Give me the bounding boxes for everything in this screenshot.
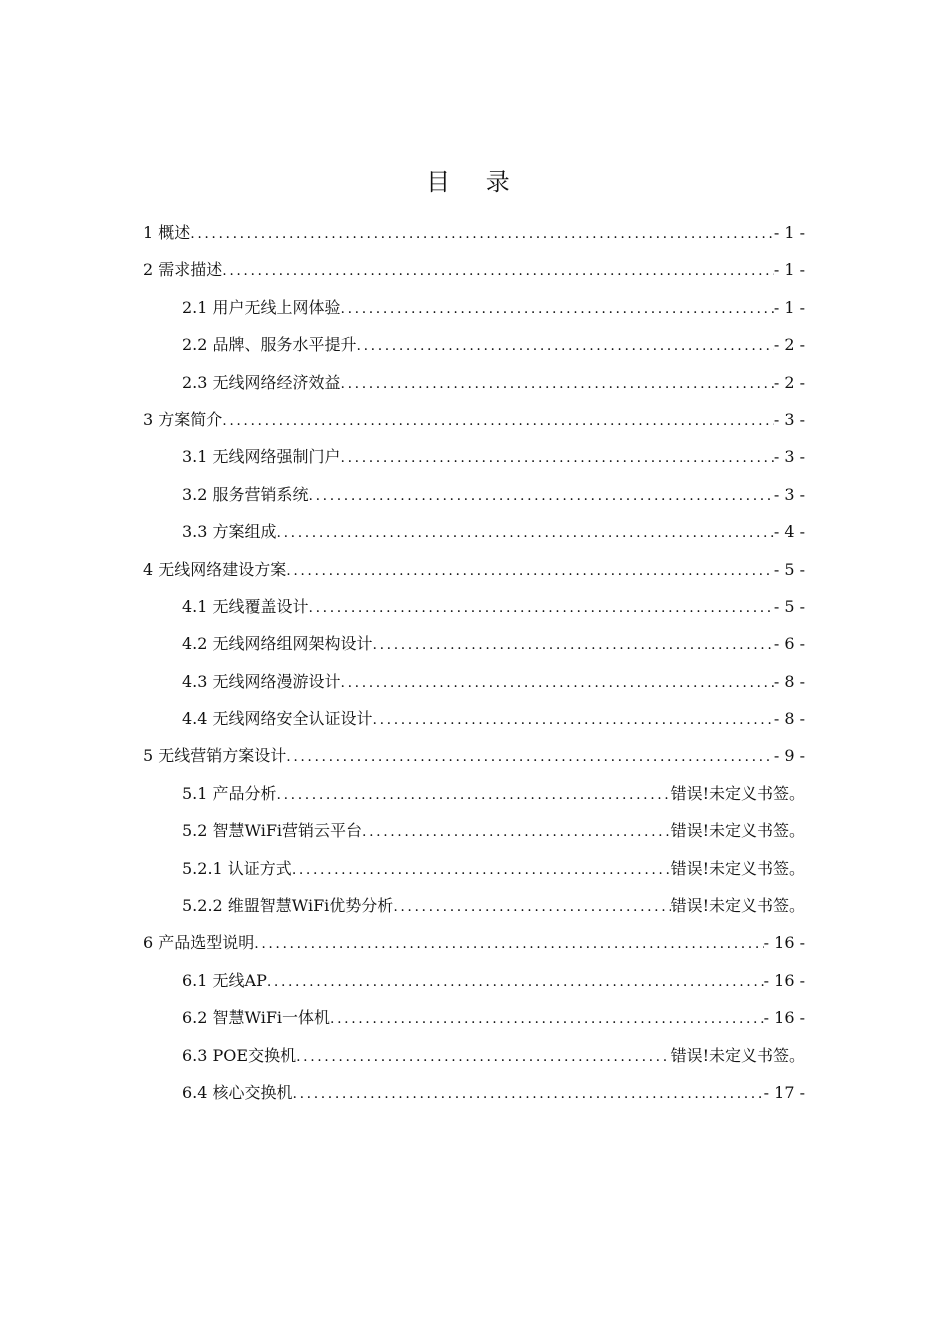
toc-entry[interactable] [143,364,805,401]
toc-dot-leader [286,553,774,590]
toc-entry[interactable] [143,326,805,363]
toc-entry-label: 6 产品选型说明 [143,933,255,953]
toc-entry-label: 3 方案简介 [143,409,223,429]
toc-entry[interactable] [143,625,805,662]
toc-entry[interactable] [143,962,805,999]
toc-entry-page: - 3 - [773,447,805,467]
toc-entry-label: 3.3 方案组成 [182,522,277,542]
toc-entry-label: 4.4 无线网络安全认证设计 [182,709,373,729]
toc-dot-leader [296,1039,670,1076]
toc-entry-page: - 3 - [773,409,805,429]
toc-dot-leader [292,852,671,889]
toc-entry-page: - 8 - [773,709,805,729]
toc-dot-leader [341,291,774,328]
toc-dot-leader [277,515,774,552]
toc-entry[interactable] [143,887,805,924]
toc-entry-label: 4.3 无线网络漫游设计 [182,671,341,691]
toc-dot-leader [393,889,670,926]
toc-dot-leader [373,702,774,739]
toc-entry[interactable] [143,663,805,700]
toc-entry-page: - 8 - [773,671,805,691]
toc-entry[interactable] [143,214,805,251]
toc-entry-page: - 1 - [773,260,805,280]
toc-entry-label: 5.2.2 维盟智慧WiFi优势分析 [182,896,394,916]
toc-entry[interactable] [143,999,805,1036]
toc-entry-label: 5.2 智慧WiFi营销云平台 [182,821,363,841]
toc-dot-leader [362,814,671,851]
toc-entry-page: - 5 - [773,559,805,579]
toc-entry-page: 错误!未定义书签。 [670,783,805,803]
toc-entry-page: - 5 - [773,596,805,616]
toc-dot-leader [341,665,774,702]
toc-entry-page: - 16 - [763,1008,805,1028]
toc-entry-page: - 6 - [773,634,805,654]
toc-entry-page: 错误!未定义书签。 [670,1045,805,1065]
toc-entry-page: - 3 - [773,484,805,504]
toc-entry-label: 2 需求描述 [143,260,223,280]
toc-entry[interactable] [143,924,805,961]
toc-title: 目 录 [426,168,524,196]
toc-entry-page: - 16 - [763,970,805,990]
toc-entry-label: 4.1 无线覆盖设计 [182,596,309,616]
toc-entry-label: 2.2 品牌、服务水平提升 [182,335,357,355]
toc-dot-leader [286,739,774,776]
toc-entry-label: 6.4 核心交换机 [182,1082,293,1102]
toc-entry-page: - 4 - [773,522,805,542]
toc-entry[interactable] [143,1074,805,1111]
toc-entry-label: 5.1 产品分析 [182,783,277,803]
toc-entry-page: 错误!未定义书签。 [670,858,805,878]
toc-dot-leader [357,328,774,365]
toc-entry-page: 错误!未定义书签。 [670,896,805,916]
toc-entry-label: 2.3 无线网络经济效益 [182,372,341,392]
toc-dot-leader [254,926,763,963]
toc-dot-leader [309,478,774,515]
toc-entry-label: 3.1 无线网络强制门户 [182,447,341,467]
toc-dot-leader [341,366,774,403]
toc-entry-label: 3.2 服务营销系统 [182,484,309,504]
toc-entry[interactable] [143,588,805,625]
toc-entry[interactable] [143,700,805,737]
toc-entry[interactable] [143,401,805,438]
toc-entry-page: - 1 - [773,297,805,317]
toc-entry[interactable] [143,251,805,288]
toc-dot-leader [330,1001,764,1038]
toc-dot-leader [309,590,774,627]
toc-entry[interactable] [143,737,805,774]
toc-entry[interactable] [143,551,805,588]
toc-entry-page: - 9 - [773,746,805,766]
toc-entry[interactable] [143,513,805,550]
toc-entry-label: 6.3 POE交换机 [182,1045,297,1065]
toc-entry[interactable] [143,476,805,513]
toc-entry-page: 错误!未定义书签。 [670,821,805,841]
toc-entry-label: 1 概述 [143,223,191,242]
toc-entry-page: - 2 - [773,335,805,355]
toc-entry-label: 4 无线网络建设方案 [143,559,287,579]
toc-entry-label: 6.1 无线AP [182,970,267,990]
toc-entry-page: - 17 - [763,1082,805,1102]
table-of-contents [143,214,805,1111]
toc-dot-leader [373,627,774,664]
toc-dot-leader [341,440,774,477]
toc-entry-label: 2.1 用户无线上网体验 [182,297,341,317]
toc-entry-page: - 16 - [763,933,805,953]
toc-dot-leader [190,216,774,253]
toc-dot-leader [222,253,774,290]
toc-entry-page: - 1 - [773,223,805,242]
toc-entry[interactable] [143,850,805,887]
toc-dot-leader [293,1076,764,1113]
toc-entry[interactable] [143,775,805,812]
toc-entry[interactable] [143,289,805,326]
toc-entry-label: 5.2.1 认证方式 [182,858,292,878]
toc-entry-page: - 2 - [773,372,805,392]
toc-dot-leader [222,403,774,440]
toc-dot-leader [267,964,764,1001]
toc-entry[interactable] [143,1037,805,1074]
toc-dot-leader [277,777,671,814]
toc-entry-label: 4.2 无线网络组网架构设计 [182,634,373,654]
toc-entry[interactable] [143,438,805,475]
toc-entry-label: 5 无线营销方案设计 [143,746,287,766]
toc-entry-label: 6.2 智慧WiFi一体机 [182,1008,331,1028]
toc-entry[interactable] [143,812,805,849]
